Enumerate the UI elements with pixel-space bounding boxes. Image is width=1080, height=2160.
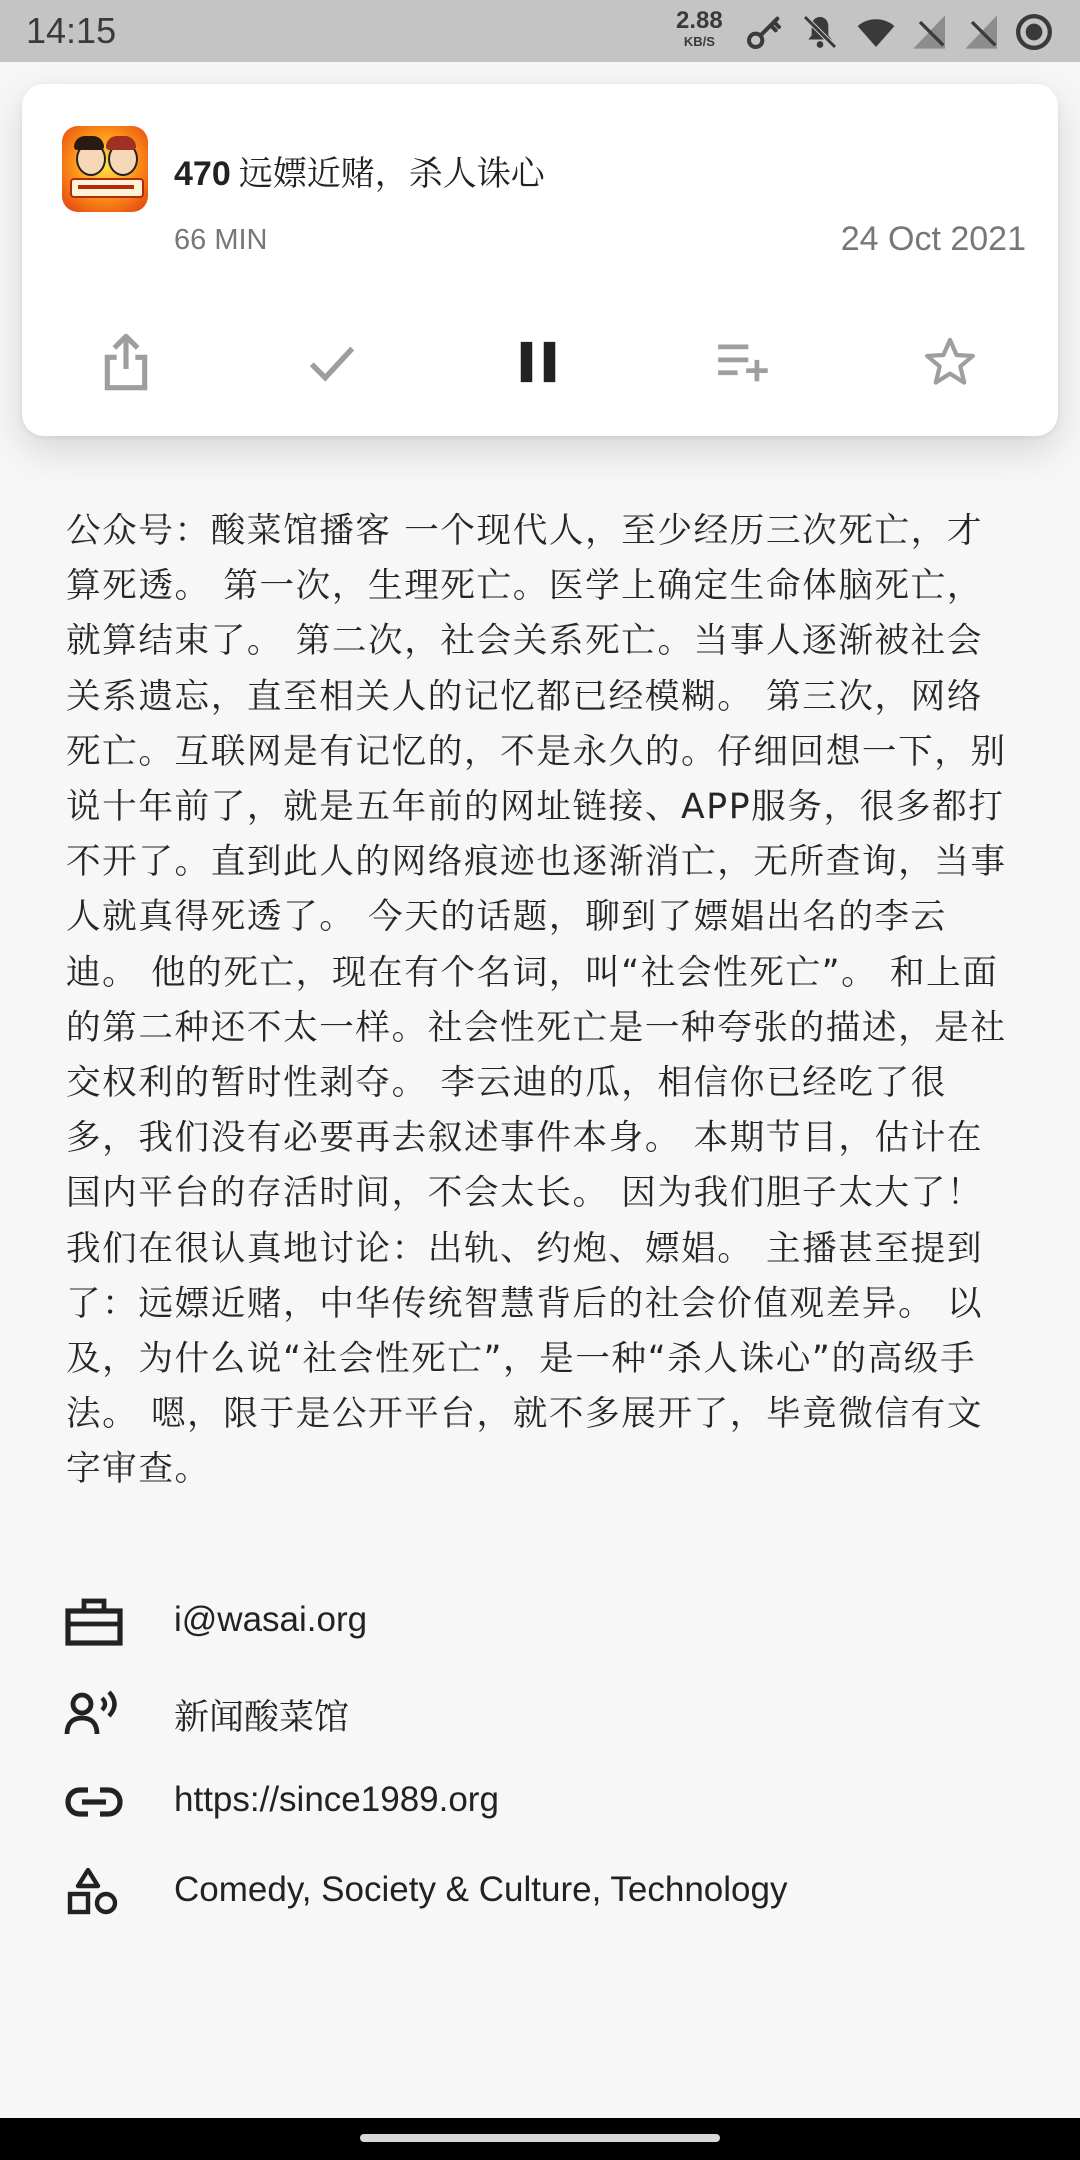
website-text: https://since1989.org — [174, 1780, 499, 1819]
episode-duration: 66 MIN — [174, 224, 268, 256]
pause-button[interactable] — [500, 324, 576, 400]
mark-played-button[interactable] — [294, 324, 370, 400]
author-text: 新闻酸菜馆 — [174, 1698, 350, 1737]
signal-off-icon — [962, 12, 1002, 52]
categories-row — [0, 1850, 1080, 1930]
key-icon — [744, 12, 784, 52]
link-icon — [64, 1778, 124, 1826]
signal-off-icon — [910, 12, 950, 52]
author-row — [0, 1670, 1080, 1750]
episode-title-text: 远嫖近赌，杀人诛心 — [238, 154, 545, 194]
network-speed — [676, 9, 723, 48]
add-to-playlist-button[interactable] — [706, 324, 782, 400]
episode-number: 470 — [174, 155, 231, 193]
pause-icon — [517, 339, 559, 385]
favorite-button[interactable] — [912, 324, 988, 400]
share-button[interactable] — [88, 324, 164, 400]
podcast-cover-image — [62, 126, 148, 212]
playlist-add-icon — [716, 340, 772, 384]
categories-text: Comedy, Society & Culture, Technology — [174, 1870, 788, 1909]
record-icon — [1014, 12, 1054, 52]
notifications-off-icon — [800, 12, 840, 52]
episode-date: 24 Oct 2021 — [840, 220, 1026, 258]
status-bar — [0, 0, 1080, 62]
network-speed-unit: KB/S — [683, 34, 715, 49]
home-gesture-handle[interactable] — [360, 2134, 720, 2142]
category-shapes-icon — [64, 1868, 124, 1916]
star-icon — [922, 334, 978, 390]
status-time: 14:15 — [26, 10, 117, 51]
episode-title — [174, 146, 545, 195]
episode-description: 公众号：酸菜馆播客 一个现代人，至少经历三次死亡，才算死透。 第一次，生理死亡。医学上确定生命体脑死亡，就算结束了。 第二次，社会关系死亡。当事人逐渐被社会关系遗忘，直至相关人的记忆都已经模糊。 第三次，网络死亡。互联网是有记忆的，不是永久的。仔细回想一下，别说十年前了，就是五年前的网址链接、APP服务，很多都打不开了。直到此人的网络痕迹也逐渐消亡，无所查询，当事人就真得死透了。 今天的话题，聊到了嫖娼出名的李云迪。 他的死亡，现在有个名词，叫“社会性死亡”。 和上面的第二种还不太一样。社会性死亡是一种夸张的描述，是社交权利的暂时性剥夺。 李云迪的瓜，相信你已经吃了很多，我们没有必要再去叙述事件本身。 本期节目，估计在国内平台的存活时间，不会太长。 因为我们胆子太大了！ 我们在很认真地讨论：出轨、约炮、嫖娼。 主播甚至提到了：远嫖近赌，中华传统智慧背后的社会价值观差异。 以及，为什么说“社会性死亡”，是一种“杀人诛心”的高级手法。 嗯，限于是公开平台，就不多展开了，毕竟微信有文字审查。 — [66, 511, 1007, 1490]
speaker-person-icon — [64, 1688, 124, 1736]
check-icon — [305, 335, 359, 389]
episode-card — [22, 84, 1058, 436]
email-text: i@wasai.org — [174, 1600, 368, 1639]
navigation-bar — [0, 2118, 1080, 2160]
network-speed-value: 2.88 — [676, 7, 723, 34]
episode-actions — [22, 324, 1058, 400]
website-row[interactable] — [0, 1760, 1080, 1840]
briefcase-icon — [64, 1598, 124, 1646]
wifi-icon — [856, 12, 896, 52]
email-row[interactable] — [0, 1580, 1080, 1660]
share-icon — [98, 331, 154, 393]
